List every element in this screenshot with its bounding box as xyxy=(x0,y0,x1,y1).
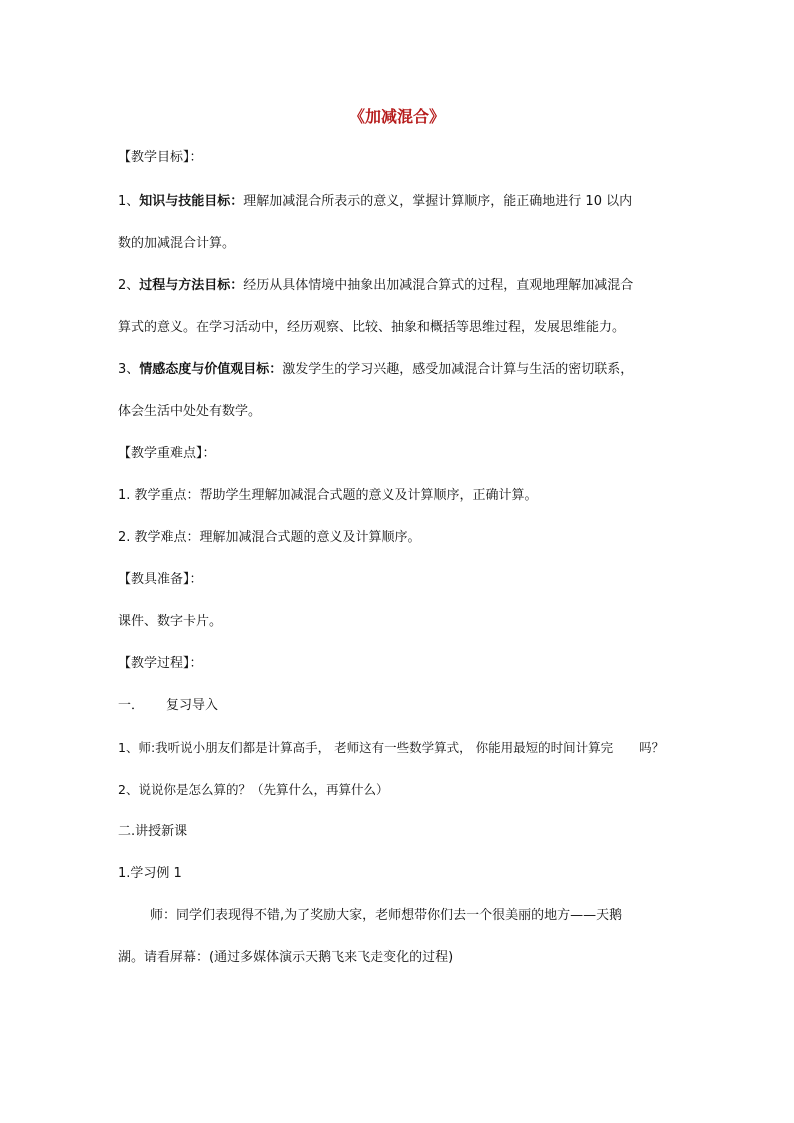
objective-3-num: 3、 xyxy=(118,362,140,377)
key-point-2: 2. 教学难点：理解加减混合式题的意义及计算顺序。 xyxy=(118,530,421,545)
process-question-1-text: 1、师:我听说小朋友们都是计算高手， 老师这有一些数学算式， 你能用最短的时间计算完 xyxy=(118,740,614,755)
objective-1-label: 知识与技能目标： xyxy=(139,194,244,209)
objective-2-label: 过程与方法目标： xyxy=(139,278,244,293)
process-part-1-heading xyxy=(118,698,218,714)
objective-3-continuation: 体会生活中处处有数学。 xyxy=(118,404,262,419)
objective-2-num: 2、 xyxy=(118,278,140,293)
teacher-dialogue: 师：同学们表现得不错,为了奖励大家，老师想带你们去一个很美丽的地方——天鹅 xyxy=(150,908,623,923)
section-key-points-heading: 【教学重难点】： xyxy=(118,446,216,461)
key-point-1: 1. 教学重点：帮助学生理解加减混合式题的意义及计算顺序，正确计算。 xyxy=(118,488,538,503)
process-part-1-title: 复习导入 xyxy=(166,698,219,713)
section-objectives-heading: 【教学目标】： xyxy=(118,150,203,165)
process-part-2-heading: 二.讲授新课 xyxy=(118,824,188,839)
objective-2-continuation: 算式的意义。在学习活动中，经历观察、比较、抽象和概括等思维过程，发展思维能力。 xyxy=(118,320,626,335)
process-example-heading: 1.学习例 1 xyxy=(118,866,182,881)
teacher-dialogue-continuation: 湖。请看屏幕：(通过多媒体演示天鹅飞来飞走变化的过程) xyxy=(118,950,454,965)
section-process-heading: 【教学过程】： xyxy=(118,656,203,671)
objective-1-num: 1、 xyxy=(118,194,140,209)
process-question-1-end: 吗？ xyxy=(639,740,665,755)
objective-3-label: 情感态度与价值观目标： xyxy=(139,362,283,377)
objective-3 xyxy=(118,362,633,378)
process-question-2: 2、说说你是怎么算的？（先算什么，再算什么） xyxy=(118,782,389,797)
process-question-1 xyxy=(118,740,664,756)
objective-3-text: 激发学生的学习兴趣，感受加减混合计算与生活的密切联系， xyxy=(282,362,634,377)
materials-text: 课件、数字卡片。 xyxy=(118,614,223,629)
process-part-1-num: 一． xyxy=(118,698,145,713)
objective-1-continuation: 数的加减混合计算。 xyxy=(118,236,236,251)
document-title: 《加减混合》 xyxy=(348,107,445,126)
section-materials-heading: 【教具准备】： xyxy=(118,572,203,587)
objective-2-text: 经历从具体情境中抽象出加减混合算式的过程，直观地理解加减混合 xyxy=(243,278,634,293)
objective-2 xyxy=(118,278,633,294)
objective-1-text: 理解加减混合所表示的意义，掌握计算顺序，能正确地进行 10 以内 xyxy=(243,194,633,209)
objective-1 xyxy=(118,194,632,210)
